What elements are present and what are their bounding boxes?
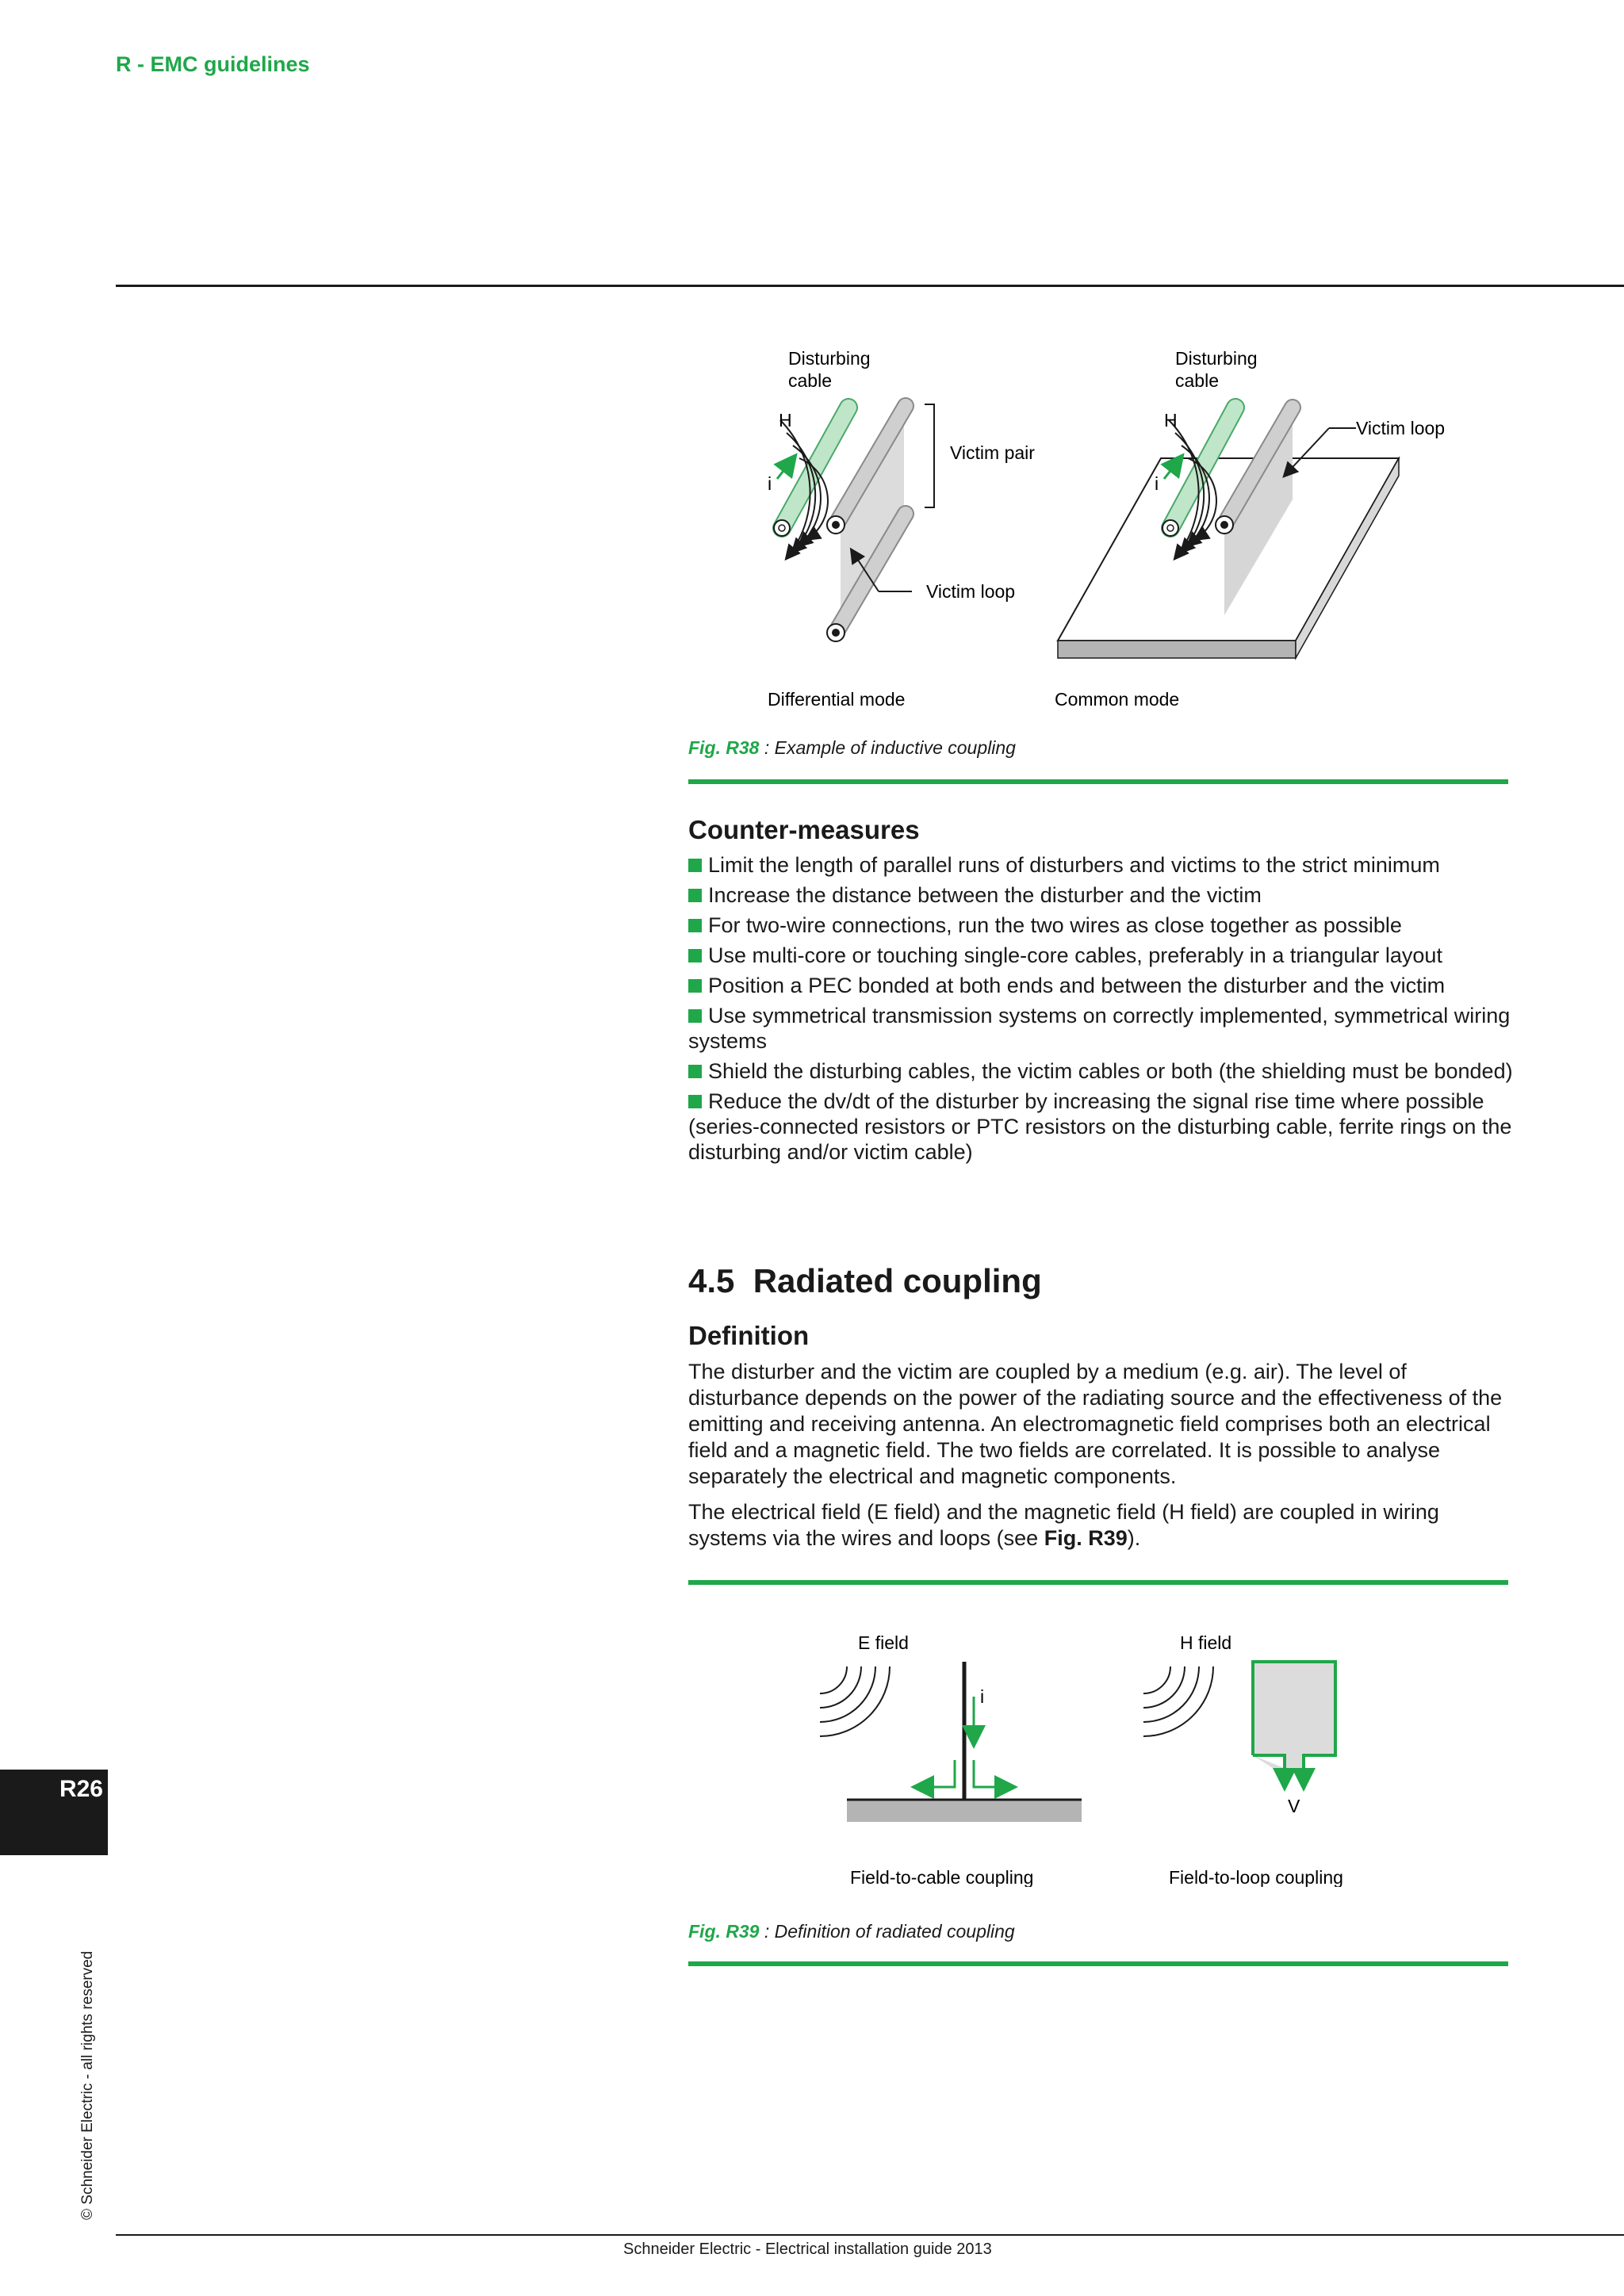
list-item: Use symmetrical transmission systems on correctly implemented, symmetrical wiring systems bbox=[688, 1004, 1511, 1053]
common-mode-label: Common mode bbox=[1055, 689, 1180, 710]
fig-r38-caption bbox=[688, 737, 1016, 759]
e-field-label: E field bbox=[858, 1632, 909, 1653]
list-item: Reduce the dv/dt of the disturber by increasing the signal rise time where possible (series-connected resistors or PTC resistors on the disturbing cable, ferrite rings on the disturbing and/or victim cable) bbox=[688, 1089, 1512, 1164]
i-label: i bbox=[768, 473, 772, 494]
header-rule bbox=[116, 285, 1624, 287]
field-to-loop-label: Field-to-loop coupling bbox=[1169, 1867, 1343, 1887]
bullet-square-icon bbox=[688, 1065, 702, 1078]
bullet-square-icon bbox=[688, 919, 702, 932]
fig-r39-number: Fig. R39 bbox=[688, 1921, 760, 1942]
fig-r39-caption bbox=[688, 1921, 1015, 1942]
current-arrow bbox=[777, 457, 795, 479]
fig-r38-rule bbox=[688, 779, 1508, 784]
definition-paragraph-1: The disturber and the victim are coupled by a medium (e.g. air). The level of disturbance depends on the power of the radiating source and the effectiveness of the emitting and receiving antenna. An electromagnetic field comprises both an electrical field and a magnetic field. The two fields are correlated. It is possible to analyse separately the electrical and magnetic components. bbox=[688, 1360, 1503, 1488]
h-field-arcs-r39 bbox=[1143, 1667, 1213, 1736]
differential-mode-label: Differential mode bbox=[768, 689, 906, 710]
bullet-square-icon bbox=[688, 1009, 702, 1023]
h-label-right: H bbox=[1164, 410, 1178, 430]
list-item: Use multi-core or touching single-core cables, preferably in a triangular layout bbox=[688, 943, 1513, 968]
fig-r39-caption-text: : Definition of radiated coupling bbox=[759, 1921, 1015, 1942]
disturbing-cable-label-right-2: cable bbox=[1175, 370, 1219, 391]
section-header: R - EMC guidelines bbox=[116, 52, 310, 76]
ground-plane bbox=[847, 1800, 1082, 1822]
fig-r39-rule bbox=[688, 1961, 1508, 1966]
h-field-label: H field bbox=[1180, 1632, 1232, 1653]
fig-r39-top-rule bbox=[688, 1580, 1508, 1585]
disturbing-cable-label-right-1: Disturbing bbox=[1175, 348, 1258, 369]
ground-plane-front bbox=[1058, 641, 1296, 658]
radiated-coupling-heading: 4.5 Radiated coupling bbox=[688, 1262, 1042, 1299]
counter-measures-title: Counter-measures bbox=[688, 815, 920, 844]
fig-r38-number: Fig. R38 bbox=[688, 737, 760, 758]
current-split-right bbox=[974, 1760, 1013, 1787]
victim-pair-bracket bbox=[925, 404, 934, 507]
list-item: For two-wire connections, run the two wires as close together as possible bbox=[688, 913, 1513, 938]
fig-r38-diagram bbox=[688, 341, 1513, 721]
list-item: Increase the distance between the disturber and the victim bbox=[688, 882, 1513, 908]
fig-r39-reference: Fig. R39 bbox=[1044, 1526, 1128, 1550]
e-field-arcs bbox=[820, 1667, 890, 1736]
footer-rule bbox=[116, 2234, 1624, 2236]
victim-pair-label: Victim pair bbox=[950, 442, 1035, 463]
bullet-square-icon bbox=[688, 889, 702, 902]
victim-loop-box bbox=[1253, 1662, 1335, 1776]
list-item: Limit the length of parallel runs of disturbers and victims to the strict minimum bbox=[688, 852, 1513, 878]
victim-loop-label-left: Victim loop bbox=[926, 581, 1016, 602]
fig-r39-diagram bbox=[688, 1617, 1513, 1887]
bullet-square-icon bbox=[688, 859, 702, 872]
disturbing-cable-label-2: cable bbox=[788, 370, 832, 391]
current-split-left bbox=[915, 1760, 955, 1787]
victim-loop-label-right: Victim loop bbox=[1356, 418, 1446, 438]
i-label-r39: i bbox=[980, 1686, 985, 1707]
bullet-square-icon bbox=[688, 949, 702, 962]
footer-text: Schneider Electric - Electrical installation guide 2013 bbox=[623, 2241, 992, 2258]
copyright-notice: © Schneider Electric - all rights reserved bbox=[79, 1950, 96, 2220]
h-label: H bbox=[779, 410, 792, 430]
definition-paragraph-2: The electrical field (E field) and the magnetic field (H field) are coupled in wiring systems via the wires and loops (see Fig. R39). bbox=[688, 1500, 1439, 1550]
fig-r38-caption-text: : Example of inductive coupling bbox=[759, 737, 1016, 758]
bullet-square-icon bbox=[688, 1095, 702, 1108]
definition-body bbox=[688, 1359, 1513, 1561]
disturbing-cable-label-1: Disturbing bbox=[788, 348, 871, 369]
v-label: V bbox=[1288, 1796, 1300, 1816]
bullet-square-icon bbox=[688, 979, 702, 993]
list-item: Position a PEC bonded at both ends and between the disturber and the victim bbox=[688, 973, 1513, 998]
field-to-cable-label: Field-to-cable coupling bbox=[850, 1867, 1034, 1887]
counter-measures-list bbox=[688, 852, 1513, 1169]
page-number: R26 bbox=[59, 1776, 103, 1802]
page-number-tab bbox=[0, 1770, 108, 1855]
definition-title: Definition bbox=[688, 1321, 810, 1350]
list-item: Shield the disturbing cables, the victim cables or both (the shielding must be bonded) bbox=[688, 1058, 1513, 1084]
i-label-right: i bbox=[1155, 473, 1159, 494]
